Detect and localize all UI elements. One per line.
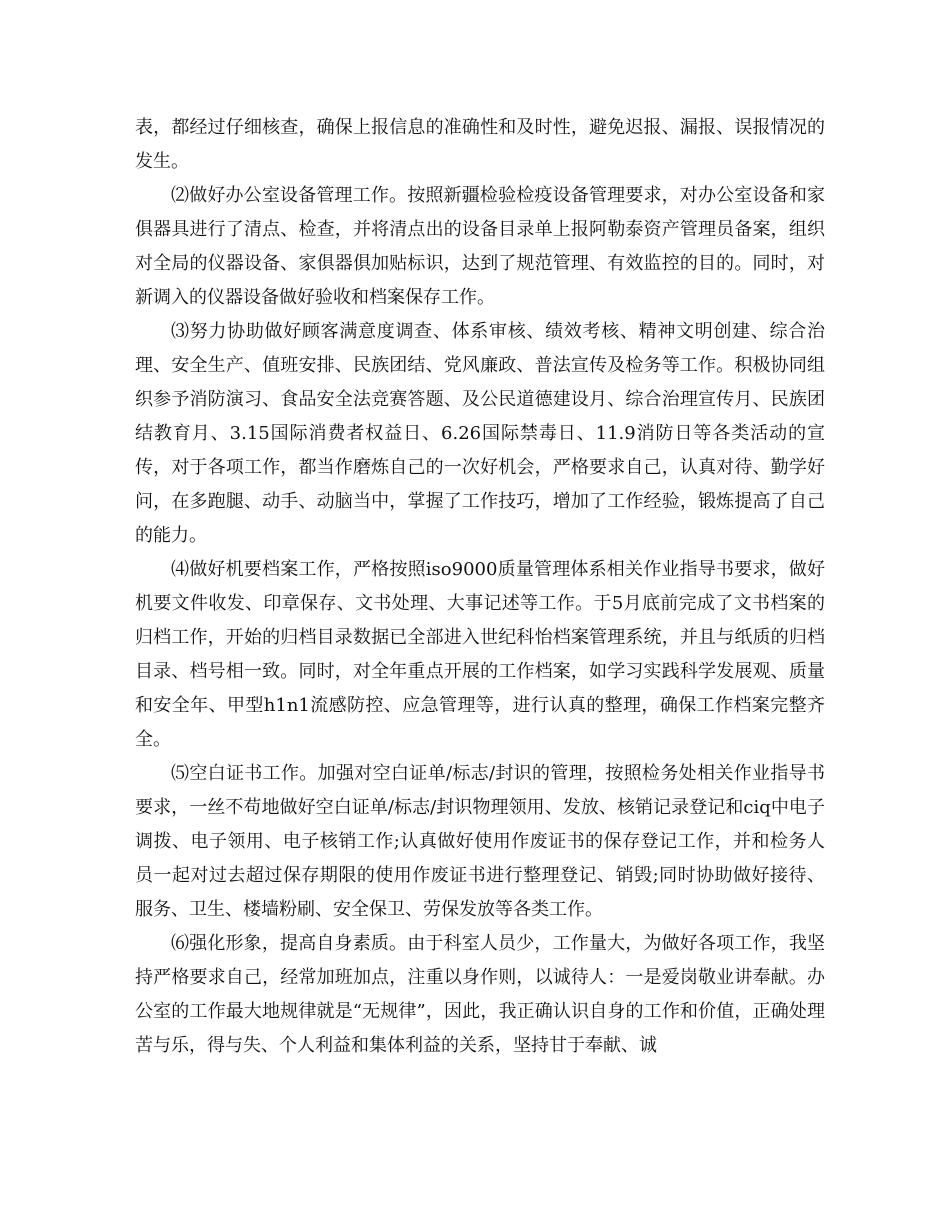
paragraph-2-equipment-management: ⑵做好办公室设备管理工作。按照新疆检验检疫设备管理要求，对办公室设备和家俱器具进行了清点、检查，并将清点出的设备目录单上报阿勒泰资产管理员备案，组织对全局的仪器设备、家俱器俱加贴标识，达到了规范管理、有效监控的目的。同时，对新调入的仪器设备做好验收和档案保存工作。 — [135, 185, 825, 308]
paragraph-6-self-improvement: ⑹强化形象，提高自身素质。由于科室人员少，工作量大，为做好各项工作，我坚持严格要求自己，经常加班加点，注重以身作则，以诚待人：一是爱岗敬业讲奉献。办公室的工作最大地规律就是“无规律”，因此，我正确认识自身的工作和价值，正确处理苦与乐，得与失、个人利益和集体利益的关系，坚持甘于奉献、诚 — [135, 933, 825, 1056]
document-body — [135, 111, 825, 1063]
paragraph-continuation: 表，都经过仔细核查，确保上报信息的准确性和及时性，避免迟报、漏报、误报情况的发生。 — [135, 117, 825, 172]
paragraph-3-assist-activities: ⑶努力协助做好顾客满意度调查、体系审核、绩效考核、精神文明创建、综合治理、安全生产、值班安排、民族团结、党风廉政、普法宣传及检务等工作。积极协同组织参予消防演习、食品安全法竞赛答题、及公民道德建设月、综合治理宣传月、民族团结教育月、3.15国际消费者权益日、6.26国际禁毒日、11.9消防日等各类活动的宣传，对于各项工作，都当作磨炼自己的一次好机会，严格要求自己，认真对待、勤学好问，在多跑腿、动手、动脑当中，掌握了工作技巧，增加了工作经验，锻炼提高了自己的能力。 — [135, 321, 825, 546]
paragraph-4-archive-work: ⑷做好机要档案工作，严格按照iso9000质量管理体系相关作业指导书要求，做好机要文件收发、印章保存、文书处理、大事记述等工作。于5月底前完成了文书档案的归档工作，开始的归档目录数据已全部进入世纪科怡档案管理系统，并且与纸质的归档目录、档号相一致。同时，对全年重点开展的工作档案，如学习实践科学发展观、质量和安全年、甲型h1n1流感防控、应急管理等，进行认真的整理，确保工作档案完整齐全。 — [135, 559, 825, 750]
paragraph-5-blank-certificates: ⑸空白证书工作。加强对空白证单/标志/封识的管理，按照检务处相关作业指导书要求，一丝不苟地做好空白证单/标志/封识物理领用、发放、核销记录登记和ciq中电子调拨、电子领用、电子核销工作;认真做好使用作废证书的保存登记工作，并和检务人员一起对过去超过保存期限的使用作废证书进行整理登记、销毁;同时协助做好接待、服务、卫生、楼墙粉刷、安全保卫、劳保发放等各类工作。 — [135, 763, 825, 920]
